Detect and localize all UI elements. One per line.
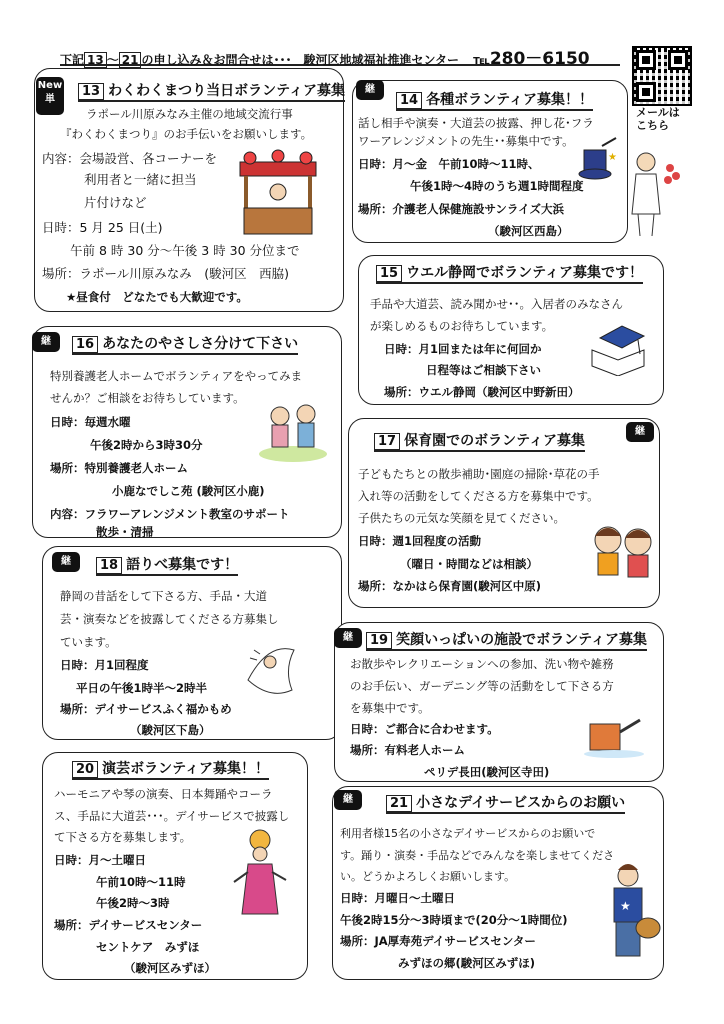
card-18-title-text: 語りべ募集です！ (126, 557, 239, 573)
dancer-illustration (228, 828, 292, 920)
card-15-number: 15 (376, 265, 402, 282)
card-20-title-text: 演芸ボランティア募集！！ (102, 761, 269, 777)
card-21-title (386, 792, 625, 814)
card-16-line: 小鹿なでしこ苑 (駿河区小鹿) (112, 484, 265, 498)
card-13-line: ラポール川原みなみ主催の地域交流行事 (86, 107, 293, 121)
card-18-line: 平日の午後1時半～2時半 (76, 681, 208, 695)
qr-code[interactable] (632, 46, 692, 106)
card-20-line: 午後2時～3時 (96, 896, 170, 910)
qr-caption (636, 106, 680, 132)
storyteller-illustration (240, 640, 302, 700)
card-15-line: が楽しめるものお待ちしています。 (370, 319, 554, 333)
card-14-line: 午後1時～4時のうち週1時間程度 (410, 179, 584, 193)
contact-header (60, 44, 620, 69)
card-13-line: 日時：5 月 25 日(土) (42, 220, 163, 235)
card-14-line: 場所：介護老人保健施設サンライズ大浜 (358, 202, 564, 216)
card-21-line: す。踊り・演奏・手品などでみんなを楽しませてくださ (340, 849, 615, 862)
card-18-title (96, 554, 238, 576)
card-21-line: い。どうかよろしくお願いします。 (340, 870, 516, 883)
card-15-line: 場所：ウエル静岡（駿河区中野新田） (384, 385, 580, 399)
card-20-number: 20 (72, 761, 98, 778)
card-14-title (396, 89, 593, 111)
card-15-title (376, 262, 643, 284)
card-19-line: ペリデ長田(駿河区寺田) (424, 765, 550, 779)
card-14-line: （駿河区西島） (488, 224, 569, 238)
card-16-line: 午後2時から3時30分 (90, 438, 203, 452)
festival-stall-illustration (234, 148, 322, 238)
card-15-line: 手品や大道芸、読み聞かせ･･。入居者のみなさん (370, 297, 623, 311)
card-18-line: 静岡の昔話をして下さる方、手品・大道 (60, 589, 267, 603)
card-13-title-text: わくわくまつり当日ボランティア募集 (108, 83, 345, 99)
svg-text:★: ★ (620, 899, 631, 913)
card-20-line: ハーモニアや琴の演奏、日本舞踊やコーラ (54, 787, 273, 801)
card-15-line: 日程等はご相談下さい (426, 363, 541, 377)
card-21-line: 場所：JA厚寿苑デイサービスセンター (340, 934, 536, 948)
watering-can-illustration (578, 710, 648, 760)
tel-number: 280－6150 (489, 49, 590, 69)
card-13-line: ★昼食付 どなたでも大歓迎です。 (66, 290, 248, 304)
card-18-line: 場所：デイサービスふく福かもめ (60, 702, 232, 716)
header-tel (473, 49, 589, 69)
card-18-line: ています。 (60, 635, 117, 649)
card-18-number: 18 (96, 557, 122, 574)
qr-caption-line2: こちら (636, 119, 669, 132)
card-16-line: 特別養護老人ホームでボランティアをやってみま (50, 369, 303, 383)
card-19-line: 場所：有料老人ホーム (350, 743, 465, 757)
card-17-line: 場所：なかはら保育園(駿河区中原) (358, 579, 542, 593)
card-19-line: 日時：ご都合に合わせます。 (350, 722, 499, 736)
card-16-title-text: あなたのやさしさ分けて下さい (102, 336, 299, 352)
book-illustration (586, 316, 652, 376)
header-prefix: 下記 (60, 53, 85, 67)
card-13-line: 内容：会場設営、各コーナーを (42, 151, 218, 166)
card-17-number: 17 (374, 433, 400, 450)
card-21-title-text: 小さなデイサービスからのお願い (416, 795, 626, 811)
card-20-line: て下さる方を募集します。 (54, 830, 192, 844)
header-range-end: 21 (119, 52, 142, 68)
card-15-title-text: ウエル静岡でボランティア募集です！ (406, 265, 643, 281)
card-20-line: （駿河区みずほ） (124, 961, 216, 975)
card-13-line: 『わくわくまつり』のお手伝いをお願いします。 (60, 127, 313, 141)
new-badge (36, 77, 64, 115)
children-illustration (588, 520, 658, 584)
card-19-line: お散歩やレクリエーションへの参加、洗い物や雑務 (350, 657, 614, 671)
card-18-line: （駿河区下島） (130, 723, 211, 737)
card-16-line: 日時：毎週水曜 (50, 415, 131, 429)
card-16-line: 散歩・清掃 (96, 525, 154, 539)
card-16-line: 内容：フラワーアレンジメント教室のサポート (50, 507, 290, 521)
card-17-line: 入れ等の活動をしてくださる方を募集中です。 (358, 489, 599, 503)
header-range-sep: ～ (106, 53, 119, 67)
card-19-title (366, 629, 647, 651)
card-13-line: 午前 8 時 30 分～午後 3 時 30 分位まで (70, 243, 300, 258)
card-17-line: （曜日・時間などは相談） (400, 557, 538, 571)
header-range-start: 13 (84, 52, 107, 68)
card-19-line: のお手伝い、ガーデニング等の活動をして下さる方 (350, 679, 614, 693)
header-text: の申し込み＆お問合せは･･･ 駿河区地域福祉推進センター (141, 53, 459, 67)
card-16-line: せんか？ご相談をお待ちしています。 (50, 391, 245, 405)
card-20-title (72, 758, 269, 780)
magic-hat-illustration (574, 136, 622, 182)
card-13-line: 利用者と一緒に担当 (84, 172, 197, 187)
continuing-badge: 継 (334, 628, 362, 648)
card-17-line: 子どもたちとの散歩補助･園庭の掃除･草花の手 (358, 467, 600, 481)
card-13-line: 場所：ラポール川原みなみ (駿河区 西脇) (42, 266, 290, 281)
tel-icon: ℡ (473, 53, 490, 68)
card-17-line: 子供たちの元気な笑顔を見てください。 (358, 511, 565, 525)
card-16-line: 場所：特別養護老人ホーム (50, 461, 188, 475)
continuing-badge: 継 (32, 332, 60, 352)
card-16-title (72, 333, 298, 355)
card-19-line: を募集中です。 (350, 701, 430, 715)
card-14-number: 14 (396, 92, 422, 109)
card-20-line: 午前10時～11時 (96, 875, 186, 889)
card-17-title-text: 保育園でのボランティア募集 (404, 433, 585, 449)
card-16-number: 16 (72, 336, 98, 353)
card-18-line: 芸・演奏などを披露してくださる方募集し (60, 612, 279, 626)
card-20-line: セントケア みずほ (96, 940, 200, 954)
card-17-title (374, 430, 585, 452)
card-19-number: 19 (366, 632, 392, 649)
card-20-line: 日時：月～土曜日 (54, 853, 146, 867)
card-14-line: 話し相手や演奏・大道芸の披露、押し花･フラ (358, 116, 594, 130)
guitarist-illustration (598, 862, 664, 962)
badge-single-text: 単 (45, 94, 55, 105)
continuing-badge: 継 (626, 422, 654, 442)
card-14-line: 日時：月～金 午前10時～11時、 (358, 157, 540, 171)
card-21-line: みずほの郷(駿河区みずほ) (398, 956, 536, 970)
card-21-line: 日時：月曜日～土曜日 (340, 891, 455, 905)
card-13-line: 片付けなど (84, 195, 147, 210)
continuing-badge: 継 (52, 552, 80, 572)
card-13-title (78, 80, 345, 102)
card-15-line: 日時：月1回または年に何回か (384, 342, 542, 356)
svg-text:★: ★ (608, 152, 617, 163)
elderly-couple-illustration (256, 398, 330, 464)
mail-illustration (624, 140, 688, 240)
card-18-line: 日時：月1回程度 (60, 658, 149, 672)
card-20-line: ス、手品に大道芸･･･。デイサービスで披露し (54, 809, 290, 823)
card-17-line: 日時：週1回程度の活動 (358, 534, 482, 548)
card-14-line: ワーアレンジメントの先生･･募集中です。 (358, 134, 574, 148)
card-13-number: 13 (78, 83, 104, 100)
card-20-line: 場所：デイサービスセンター (54, 918, 203, 932)
card-14-title-text: 各種ボランティア募集！！ (426, 92, 593, 108)
card-19-title-text: 笑顔いっぱいの施設でボランティア募集 (396, 632, 647, 648)
card-21-line: 利用者様15名の小さなデイサービスからのお願いで (340, 827, 596, 840)
badge-new-text: New (37, 80, 63, 91)
continuing-badge: 継 (356, 80, 384, 100)
card-21-line: 午後2時15分～3時頃まで(20分～1時間位) (340, 913, 568, 927)
card-21-number: 21 (386, 795, 412, 812)
continuing-badge: 継 (334, 790, 362, 810)
qr-caption-line1: メールは (636, 106, 680, 119)
